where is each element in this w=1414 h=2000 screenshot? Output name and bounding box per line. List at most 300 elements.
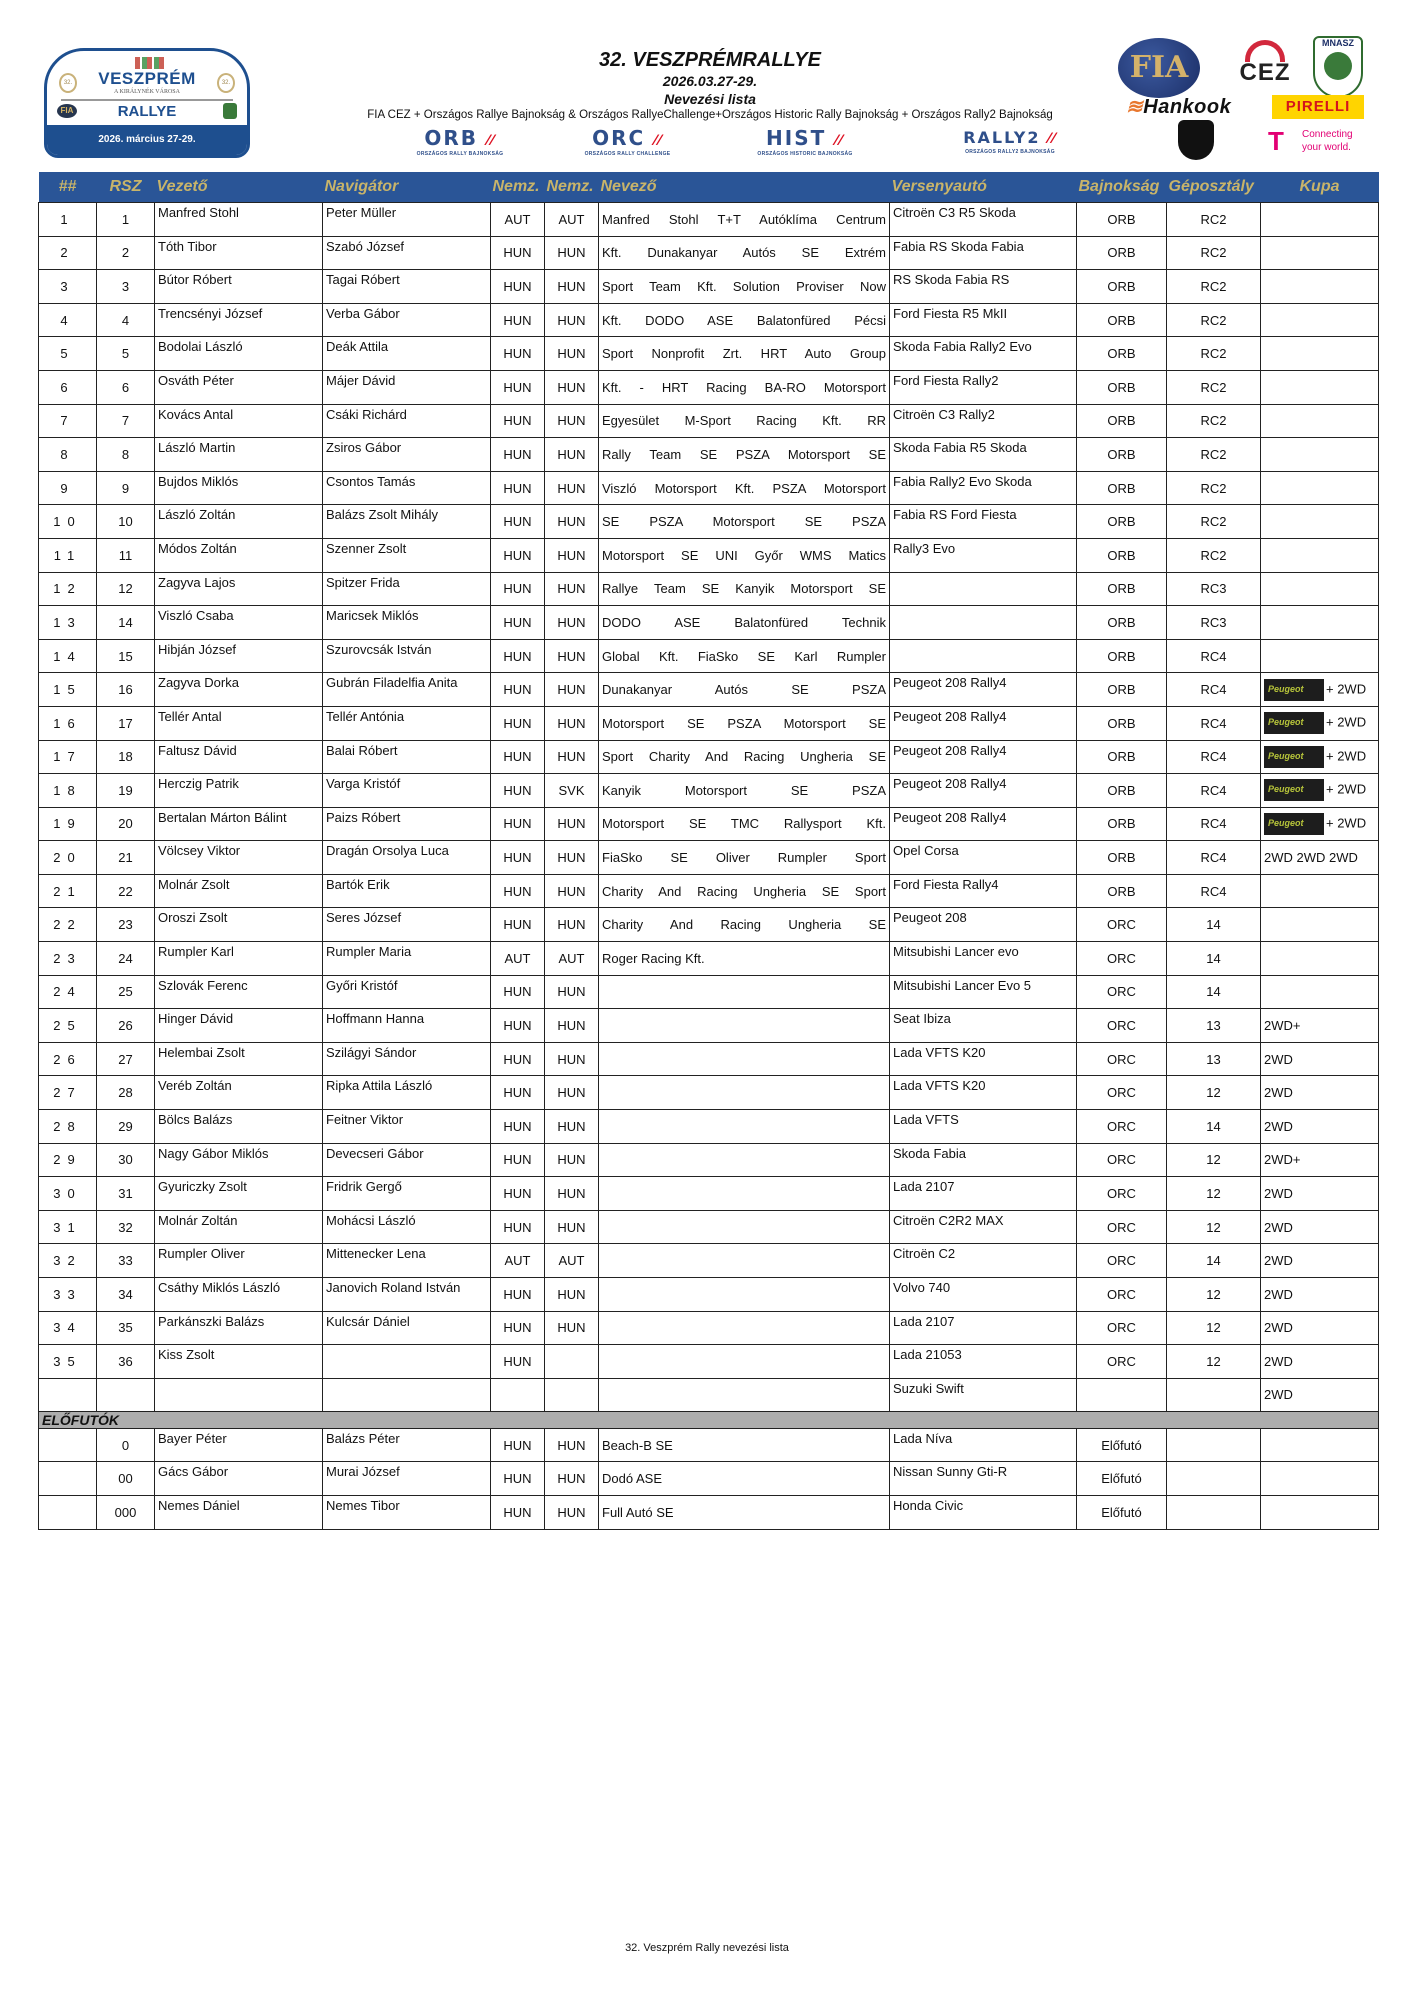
car-cell: Lada Níva xyxy=(890,1428,1077,1462)
navigator-cell xyxy=(323,1345,491,1379)
driver-nationality-cell: HUN xyxy=(491,438,545,472)
page-footer: 32. Veszprém Rally nevezési lista xyxy=(625,1942,789,1954)
class-cell: RC4 xyxy=(1167,774,1261,808)
navigator-nationality-cell: AUT xyxy=(545,942,599,976)
cup-cell xyxy=(1261,303,1379,337)
navigator-nationality-cell: HUN xyxy=(545,572,599,606)
navigator-cell: Seres József xyxy=(323,908,491,942)
entrant-cell: Dodó ASE xyxy=(599,1462,890,1496)
driver-nationality-cell: HUN xyxy=(491,1110,545,1144)
driver-nationality-cell: HUN xyxy=(491,1143,545,1177)
hist-logo: HIST ⁄⁄ ORSZÁGOS HISTORIC BAJNOKSÁG xyxy=(757,126,853,157)
entrant-cell: Sport Charity And Racing Ungheria SE xyxy=(599,740,890,774)
navigator-cell: Bartók Erik xyxy=(323,874,491,908)
rsz-cell: 10 xyxy=(97,505,155,539)
car-cell: Fabia RS Ford Fiesta xyxy=(890,505,1077,539)
pos-cell: 19 xyxy=(39,807,97,841)
pos-cell: 18 xyxy=(39,774,97,808)
navigator-nationality-cell: HUN xyxy=(545,1428,599,1462)
orb-logo: ORB ⁄⁄ ORSZÁGOS RALLY BAJNOKSÁG xyxy=(416,126,504,157)
car-cell: Lada VFTS K20 xyxy=(890,1042,1077,1076)
pos-cell: 20 xyxy=(39,841,97,875)
crown-icon xyxy=(135,57,165,69)
driver-cell: Nemes Dániel xyxy=(155,1495,323,1529)
rsz-cell: 29 xyxy=(97,1110,155,1144)
pos-cell: 26 xyxy=(39,1042,97,1076)
empty-cell xyxy=(491,1378,545,1411)
rsz-cell: 15 xyxy=(97,639,155,673)
navigator-cell: Devecseri Gábor xyxy=(323,1143,491,1177)
rsz-cell: 26 xyxy=(97,1009,155,1043)
championship-cell: ORB xyxy=(1077,807,1167,841)
entrant-cell: Kft. DODO ASE Balatonfüred Pécsi xyxy=(599,303,890,337)
entrant-cell xyxy=(599,1076,890,1110)
cup-cell xyxy=(1261,270,1379,304)
col-header-nat1: Nemz. xyxy=(491,172,545,203)
championship-cell: ORC xyxy=(1077,1076,1167,1110)
entrant-cell: Kft. - HRT Racing BA-RO Motorsport xyxy=(599,370,890,404)
entrant-cell: Motorsport SE TMC Rallysport Kft. xyxy=(599,807,890,841)
course-car-row xyxy=(39,1462,1379,1496)
car-cell: Nissan Sunny Gti-R xyxy=(890,1462,1077,1496)
navigator-cell: Csontos Tamás xyxy=(323,471,491,505)
car-cell: Citroën C2R2 MAX xyxy=(890,1210,1077,1244)
navigator-nationality-cell: HUN xyxy=(545,874,599,908)
championship-cell: ORB xyxy=(1077,706,1167,740)
driver-cell: Bölcs Balázs xyxy=(155,1110,323,1144)
empty-cell xyxy=(39,1378,97,1411)
entrant-cell: Kft. Dunakanyar Autós SE Extrém xyxy=(599,236,890,270)
driver-cell: Zagyva Lajos xyxy=(155,572,323,606)
navigator-cell: Gubrán Filadelfia Anita xyxy=(323,673,491,707)
navigator-nationality-cell: HUN xyxy=(545,639,599,673)
class-cell: 12 xyxy=(1167,1143,1261,1177)
driver-cell: Bujdos Miklós xyxy=(155,471,323,505)
driver-cell: Viszló Csaba xyxy=(155,606,323,640)
rsz-cell: 3 xyxy=(97,270,155,304)
entrant-cell: Egyesület M-Sport Racing Kft. RR xyxy=(599,404,890,438)
championship-cell: ORC xyxy=(1077,942,1167,976)
driver-cell: Veréb Zoltán xyxy=(155,1076,323,1110)
driver-nationality-cell: HUN xyxy=(491,370,545,404)
navigator-nationality-cell: HUN xyxy=(545,807,599,841)
car-cell: Peugeot 208 Rally4 xyxy=(890,807,1077,841)
rsz-cell: 22 xyxy=(97,874,155,908)
navigator-cell: Janovich Roland István xyxy=(323,1278,491,1312)
event-dates: 2026.03.27-29. xyxy=(662,73,758,89)
driver-nationality-cell: HUN xyxy=(491,1428,545,1462)
championship-cell: ORB xyxy=(1077,505,1167,539)
rally2-logo: RALLY2 ⁄⁄ ORSZÁGOS RALLY2 BAJNOKSÁG xyxy=(963,128,1057,155)
driver-cell: Gyuriczky Zsolt xyxy=(155,1177,323,1211)
empty-cell xyxy=(97,1378,155,1411)
rsz-cell: 000 xyxy=(97,1495,155,1529)
empty-cell xyxy=(545,1378,599,1411)
navigator-nationality-cell: HUN xyxy=(545,606,599,640)
cup-cell: 2WD xyxy=(1261,1244,1379,1278)
driver-nationality-cell: HUN xyxy=(491,538,545,572)
navigator-cell: Ripka Attila László xyxy=(323,1076,491,1110)
navigator-nationality-cell: AUT xyxy=(545,1244,599,1278)
laurel-left-icon: 32. xyxy=(59,73,77,93)
class-cell xyxy=(1167,1495,1261,1529)
car-cell: Lada VFTS K20 xyxy=(890,1076,1077,1110)
rsz-cell: 21 xyxy=(97,841,155,875)
cup-cell xyxy=(1261,337,1379,371)
championship-cell: ORB xyxy=(1077,471,1167,505)
championship-cell: ORC xyxy=(1077,1009,1167,1043)
driver-nationality-cell: HUN xyxy=(491,1210,545,1244)
navigator-nationality-cell: HUN xyxy=(545,1143,599,1177)
championship-cell: ORB xyxy=(1077,774,1167,808)
navigator-nationality-cell: HUN xyxy=(545,706,599,740)
plate-subtitle: A KIRÁLYNÉK VÁROSA xyxy=(114,89,180,95)
navigator-nationality-cell: HUN xyxy=(545,1311,599,1345)
entrant-cell: Charity And Racing Ungheria SE Sport xyxy=(599,874,890,908)
entry-row xyxy=(39,1076,1379,1110)
championship-cell: ORC xyxy=(1077,908,1167,942)
championship-cell: ORC xyxy=(1077,1110,1167,1144)
pos-cell: 8 xyxy=(39,438,97,472)
rsz-cell: 27 xyxy=(97,1042,155,1076)
rsz-cell: 18 xyxy=(97,740,155,774)
championship-cell: ORB xyxy=(1077,203,1167,237)
class-cell: RC4 xyxy=(1167,740,1261,774)
car-cell: Citroën C3 R5 Skoda xyxy=(890,203,1077,237)
class-cell: RC2 xyxy=(1167,404,1261,438)
rsz-cell: 11 xyxy=(97,538,155,572)
driver-cell: Trencsényi József xyxy=(155,303,323,337)
entry-row xyxy=(39,975,1379,1009)
empty-cell xyxy=(323,1378,491,1411)
cup-cell: 2WD xyxy=(1261,1210,1379,1244)
rsz-cell: 9 xyxy=(97,471,155,505)
document-header xyxy=(0,0,1414,170)
driver-cell: Rumpler Oliver xyxy=(155,1244,323,1278)
entrant-cell: SE PSZA Motorsport SE PSZA xyxy=(599,505,890,539)
pos-cell: 1 xyxy=(39,203,97,237)
class-cell: 12 xyxy=(1167,1076,1261,1110)
rsz-cell: 36 xyxy=(97,1345,155,1379)
cup-cell xyxy=(1261,404,1379,438)
class-cell: RC4 xyxy=(1167,807,1261,841)
pos-cell: 2 xyxy=(39,236,97,270)
class-cell: 12 xyxy=(1167,1210,1261,1244)
col-header-pos: ## xyxy=(39,172,97,203)
entry-row xyxy=(39,538,1379,572)
class-cell: RC4 xyxy=(1167,639,1261,673)
entrant-cell: Dunakanyar Autós SE PSZA xyxy=(599,673,890,707)
driver-nationality-cell: HUN xyxy=(491,975,545,1009)
rsz-cell: 19 xyxy=(97,774,155,808)
navigator-cell: Verba Gábor xyxy=(323,303,491,337)
navigator-cell: Kulcsár Dániel xyxy=(323,1311,491,1345)
fia-logo: FIA xyxy=(1118,38,1200,98)
driver-cell: Szlovák Ferenc xyxy=(155,975,323,1009)
pos-cell: 21 xyxy=(39,874,97,908)
pos-cell: 13 xyxy=(39,606,97,640)
car-cell: Fabia RS Skoda Fabia xyxy=(890,236,1077,270)
cup-cell: 2WD+ xyxy=(1261,1143,1379,1177)
cup-cell xyxy=(1261,370,1379,404)
entrant-cell: Global Kft. FiaSko SE Karl Rumpler xyxy=(599,639,890,673)
driver-cell: Bútor Róbert xyxy=(155,270,323,304)
pos-cell: 27 xyxy=(39,1076,97,1110)
championship-cell: Előfutó xyxy=(1077,1462,1167,1496)
cup-cell xyxy=(1261,1428,1379,1462)
class-cell: RC2 xyxy=(1167,236,1261,270)
empty-cell xyxy=(599,1378,890,1411)
championship-cell: ORB xyxy=(1077,606,1167,640)
pos-cell: 16 xyxy=(39,706,97,740)
driver-nationality-cell: HUN xyxy=(491,1076,545,1110)
entry-row xyxy=(39,404,1379,438)
navigator-nationality-cell: HUN xyxy=(545,370,599,404)
cup-cell xyxy=(1261,505,1379,539)
cup-cell xyxy=(1261,908,1379,942)
driver-nationality-cell: HUN xyxy=(491,1042,545,1076)
navigator-nationality-cell: HUN xyxy=(545,270,599,304)
entrant-cell: FiaSko SE Oliver Rumpler Sport xyxy=(599,841,890,875)
navigator-nationality-cell: HUN xyxy=(545,236,599,270)
championship-cell: ORB xyxy=(1077,874,1167,908)
car-cell: Lada VFTS xyxy=(890,1110,1077,1144)
rsz-cell: 30 xyxy=(97,1143,155,1177)
championship-cell: Előfutó xyxy=(1077,1495,1167,1529)
entry-row xyxy=(39,303,1379,337)
rsz-cell: 33 xyxy=(97,1244,155,1278)
car-cell: Peugeot 208 Rally4 xyxy=(890,740,1077,774)
cez-logo: CEZ xyxy=(1230,40,1300,90)
entry-row xyxy=(39,236,1379,270)
class-cell: RC2 xyxy=(1167,538,1261,572)
empty-cell xyxy=(155,1378,323,1411)
entry-row xyxy=(39,1345,1379,1379)
pos-cell: 32 xyxy=(39,1244,97,1278)
championship-cell: ORC xyxy=(1077,1143,1167,1177)
fia-mini-icon: FIA xyxy=(57,104,77,118)
entry-row xyxy=(39,942,1379,976)
driver-cell: Nagy Gábor Miklós xyxy=(155,1143,323,1177)
entry-row xyxy=(39,1177,1379,1211)
pos-cell: 33 xyxy=(39,1278,97,1312)
entrant-cell: Sport Nonprofit Zrt. HRT Auto Group xyxy=(599,337,890,371)
navigator-cell: Varga Kristóf xyxy=(323,774,491,808)
driver-nationality-cell: HUN xyxy=(491,572,545,606)
driver-cell: Völcsey Viktor xyxy=(155,841,323,875)
driver-cell: Hibján József xyxy=(155,639,323,673)
driver-nationality-cell: HUN xyxy=(491,740,545,774)
driver-cell: Tóth Tibor xyxy=(155,236,323,270)
class-cell: 14 xyxy=(1167,1244,1261,1278)
car-cell xyxy=(890,639,1077,673)
pos-cell: 30 xyxy=(39,1177,97,1211)
championship-cell: ORB xyxy=(1077,538,1167,572)
navigator-cell: Májer Dávid xyxy=(323,370,491,404)
driver-cell: Osváth Péter xyxy=(155,370,323,404)
entrant-cell: Sport Team Kft. Solution Proviser Now xyxy=(599,270,890,304)
navigator-nationality-cell: HUN xyxy=(545,303,599,337)
entrant-cell: Rallye Team SE Kanyik Motorsport SE xyxy=(599,572,890,606)
navigator-nationality-cell: HUN xyxy=(545,975,599,1009)
championship-cell: ORC xyxy=(1077,1042,1167,1076)
rsz-cell: 8 xyxy=(97,438,155,472)
championship-cell: ORB xyxy=(1077,370,1167,404)
rsz-cell: 20 xyxy=(97,807,155,841)
section-row-course-cars xyxy=(39,1411,1379,1428)
driver-cell: László Zoltán xyxy=(155,505,323,539)
entrant-cell xyxy=(599,1278,890,1312)
cup-cell: Peugeot + 2WD xyxy=(1261,774,1379,808)
empty-cell xyxy=(1167,1378,1261,1411)
navigator-cell: Murai József xyxy=(323,1462,491,1496)
orc-logo: ORC ⁄⁄ ORSZÁGOS RALLY CHALLENGE xyxy=(584,126,671,157)
class-cell: RC2 xyxy=(1167,203,1261,237)
pos-cell: 22 xyxy=(39,908,97,942)
cup-cell: 2WD xyxy=(1261,1042,1379,1076)
car-cell: Peugeot 208 xyxy=(890,908,1077,942)
navigator-nationality-cell: HUN xyxy=(545,471,599,505)
class-cell: 14 xyxy=(1167,942,1261,976)
entrant-cell xyxy=(599,975,890,1009)
class-cell: RC4 xyxy=(1167,706,1261,740)
cup-cell xyxy=(1261,572,1379,606)
entry-row xyxy=(39,572,1379,606)
championship-cell: ORB xyxy=(1077,673,1167,707)
entrant-cell xyxy=(599,1110,890,1144)
rsz-cell: 17 xyxy=(97,706,155,740)
entrant-cell xyxy=(599,1042,890,1076)
navigator-nationality-cell: HUN xyxy=(545,1278,599,1312)
car-cell: Citroën C2 xyxy=(890,1244,1077,1278)
entry-row xyxy=(39,606,1379,640)
driver-nationality-cell: HUN xyxy=(491,505,545,539)
driver-cell: Molnár Zoltán xyxy=(155,1210,323,1244)
entrant-cell: Full Autó SE xyxy=(599,1495,890,1529)
navigator-nationality-cell: HUN xyxy=(545,1042,599,1076)
mnasz-logo: MNASZ xyxy=(1313,36,1363,98)
car-cell: Opel Corsa xyxy=(890,841,1077,875)
cup-cell xyxy=(1261,1495,1379,1529)
navigator-cell: Tagai Róbert xyxy=(323,270,491,304)
class-cell: RC2 xyxy=(1167,370,1261,404)
driver-nationality-cell: HUN xyxy=(491,303,545,337)
entry-row xyxy=(39,270,1379,304)
entry-row xyxy=(39,706,1379,740)
car-cell: Seat Ibiza xyxy=(890,1009,1077,1043)
driver-cell: Manfred Stohl xyxy=(155,203,323,237)
entry-row xyxy=(39,841,1379,875)
driver-nationality-cell: HUN xyxy=(491,1345,545,1379)
driver-cell: Bayer Péter xyxy=(155,1428,323,1462)
entry-row xyxy=(39,337,1379,371)
driver-cell: Parkánszki Balázs xyxy=(155,1311,323,1345)
cup-cell xyxy=(1261,438,1379,472)
peugeot-lion-icon xyxy=(1178,120,1214,160)
entry-row xyxy=(39,505,1379,539)
pos-cell xyxy=(39,1462,97,1496)
entry-list-table xyxy=(38,172,1379,1530)
navigator-nationality-cell: HUN xyxy=(545,505,599,539)
navigator-nationality-cell: AUT xyxy=(545,203,599,237)
navigator-cell: Maricsek Miklós xyxy=(323,606,491,640)
entry-row xyxy=(39,673,1379,707)
entry-row xyxy=(39,438,1379,472)
hankook-logo: ≋Hankook xyxy=(1126,96,1232,118)
cup-cell xyxy=(1261,1462,1379,1496)
pos-cell: 17 xyxy=(39,740,97,774)
navigator-cell: Hoffmann Hanna xyxy=(323,1009,491,1043)
navigator-nationality-cell: HUN xyxy=(545,1076,599,1110)
cup-cell xyxy=(1261,975,1379,1009)
pos-cell: 28 xyxy=(39,1110,97,1144)
cup-cell: 2WD xyxy=(1261,1110,1379,1144)
driver-nationality-cell: HUN xyxy=(491,404,545,438)
navigator-cell: Dragán Orsolya Luca xyxy=(323,841,491,875)
pos-cell: 4 xyxy=(39,303,97,337)
trailing-cup-cell: 2WD xyxy=(1261,1378,1379,1411)
championship-cell: ORC xyxy=(1077,1278,1167,1312)
championship-cell: ORB xyxy=(1077,303,1167,337)
navigator-nationality-cell: HUN xyxy=(545,1495,599,1529)
cup-cell: 2WD xyxy=(1261,1345,1379,1379)
championship-cell: ORB xyxy=(1077,740,1167,774)
cup-cell: 2WD xyxy=(1261,1177,1379,1211)
driver-nationality-cell: HUN xyxy=(491,774,545,808)
rsz-cell: 0 xyxy=(97,1428,155,1462)
driver-nationality-cell: HUN xyxy=(491,1177,545,1211)
cup-cell xyxy=(1261,606,1379,640)
cup-cell: 2WD+ xyxy=(1261,1009,1379,1043)
championship-cell: Előfutó xyxy=(1077,1428,1167,1462)
entry-row xyxy=(39,1143,1379,1177)
rsz-cell: 4 xyxy=(97,303,155,337)
entrant-cell: Motorsport SE UNI Győr WMS Matics xyxy=(599,538,890,572)
entrant-cell xyxy=(599,1244,890,1278)
championship-cell: ORC xyxy=(1077,975,1167,1009)
pos-cell xyxy=(39,1495,97,1529)
title-block xyxy=(300,48,1120,122)
navigator-nationality-cell: HUN xyxy=(545,1462,599,1496)
cup-cell: 2WD xyxy=(1261,1278,1379,1312)
navigator-nationality-cell: HUN xyxy=(545,841,599,875)
championship-cell: ORB xyxy=(1077,236,1167,270)
entrant-cell: DODO ASE Balatonfüred Technik xyxy=(599,606,890,640)
navigator-nationality-cell: HUN xyxy=(545,538,599,572)
peugeot-rally-cup-badge-icon: Peugeot xyxy=(1264,712,1324,734)
cup-cell xyxy=(1261,538,1379,572)
course-car-row xyxy=(39,1495,1379,1529)
driver-cell: Kovács Antal xyxy=(155,404,323,438)
entry-row xyxy=(39,203,1379,237)
col-header-championship: Bajnokság xyxy=(1077,172,1167,203)
class-cell xyxy=(1167,1428,1261,1462)
col-header-cup: Kupa xyxy=(1261,172,1379,203)
table-header-row xyxy=(39,172,1379,203)
col-header-car: Versenyautó xyxy=(890,172,1077,203)
entry-row xyxy=(39,1009,1379,1043)
driver-cell: Zagyva Dorka xyxy=(155,673,323,707)
driver-nationality-cell: HUN xyxy=(491,236,545,270)
driver-cell: Gács Gábor xyxy=(155,1462,323,1496)
driver-cell: Rumpler Karl xyxy=(155,942,323,976)
car-cell: Honda Civic xyxy=(890,1495,1077,1529)
class-cell: RC3 xyxy=(1167,572,1261,606)
driver-nationality-cell: HUN xyxy=(491,270,545,304)
driver-cell: Kiss Zsolt xyxy=(155,1345,323,1379)
pos-cell: 24 xyxy=(39,975,97,1009)
class-cell: RC4 xyxy=(1167,874,1261,908)
